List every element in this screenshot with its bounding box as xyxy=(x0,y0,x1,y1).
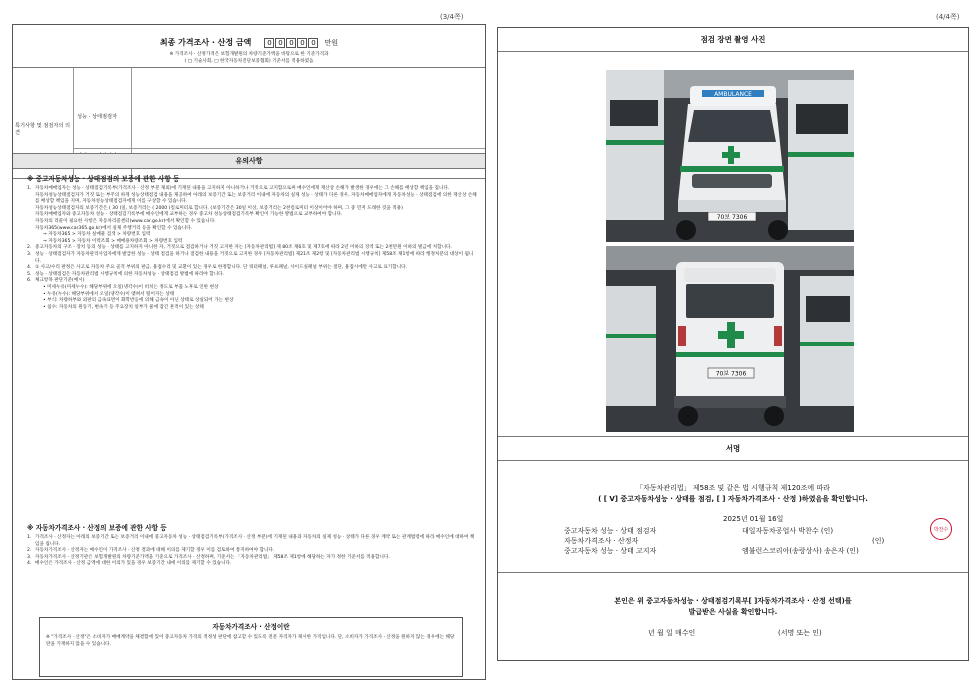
front-photo xyxy=(606,70,854,242)
page-3 xyxy=(12,24,486,680)
seal-stamp: 박찬수 xyxy=(930,518,952,540)
notice-item-text: 자동차성능상태점검자가 거짓 또는 부주의 하게 성능상태점검 내용을 제공하여 아래의 보증기간 또는 보증거리 이내에 자동차의 실제 성능 · 상태가 다른 경우, 자동차매매업자에게 자동차성능 · 상태점검에 의한 재산상 손해를 배상할 책임을 지며, 자동차성능상태점검자에게 이를 구상할 수 있습니다. xyxy=(35,192,477,205)
photo-section-title: 점검 장면 촬영 사진 xyxy=(498,28,968,52)
signer-role: 자동차가격조사 · 산정자 xyxy=(564,537,639,545)
notice-item-text: 가격조사 · 산정자는 아래의 보증기간 또는 보증거리 이내에 중고자동차 성능 · 상태점검기록부(가격조사 · 산정 부분)에 기재된 내용과 자동차의 실제 성능 · 상태가 다른 경우 계약 또는 관계법령에 따라 매수인에 대하여 책임을 집니다. xyxy=(35,535,475,547)
ambulance-rear-image xyxy=(606,246,854,432)
notice-item xyxy=(13,212,485,219)
notice-item-number: 6. xyxy=(27,278,32,284)
notice-item xyxy=(13,548,485,555)
section-1-title: ※ 중고자동차성능 · 상태점검의 보증에 관한 사항 등 xyxy=(27,175,180,183)
notice-header: 유의사항 xyxy=(13,153,485,169)
signer-name: 앰뷸런스코리아(송랑상사) 송은자 (인) xyxy=(742,547,859,555)
law-statement xyxy=(498,483,968,505)
law-line-1: 「자동차관리법」 제58조 및 같은 법 시행규칙 제120조에 따라 xyxy=(636,484,830,492)
notice-item-number: 3. xyxy=(27,554,32,560)
receipt-statement xyxy=(498,596,968,618)
signature-section-title: 서명 xyxy=(498,436,968,461)
notice-item xyxy=(13,535,485,548)
notice-item-number: 2. xyxy=(27,245,32,251)
special-notes-label: 특기사항 및 점검자의 의견 xyxy=(15,123,71,136)
ambulance-front-image xyxy=(606,70,854,242)
notice-item xyxy=(13,561,485,568)
price-note-2: ( □ 기술사회, □ 한국자동차진단보증협회) 기준서를 적용하였음 xyxy=(184,58,314,64)
final-price-header xyxy=(13,25,485,49)
signer-row xyxy=(564,546,924,556)
price-note-1: ※ 가격조사 · 산정가격은 보험개발원의 차량기준가액을 바탕으로 한 기준가격과 xyxy=(169,52,329,57)
receipt-line-2: 발급받은 사실을 확인합니다. xyxy=(688,608,778,616)
plate-rear: 70보 7306 xyxy=(715,370,747,378)
notice-item-text: 매수인은 가격조사 · 산정 금액에 대한 이의가 있을 경우 보증기간 내에 이의를 제기할 수 있습니다. xyxy=(35,561,232,567)
notice-item-number xyxy=(27,212,35,219)
notice-item-text: 성능 · 상태점검자가 자동차관리사업자에게 발급한 성능 · 상태 점검을 하거나 점검한 내용을 거짓으로 고지한 경우 [자동차관리법] 제21조 제2항 및 [자동차관리법 시행규칙] 제58조 제1항에 따라 행정처분의 대상이 됩니다. xyxy=(35,251,474,264)
page-number-left: (3/4쪽) xyxy=(440,13,464,21)
notice-item-number xyxy=(27,206,35,213)
amount-digit: 0 xyxy=(308,38,318,48)
notice-item-number xyxy=(27,193,35,206)
notice-section-1 xyxy=(13,170,485,311)
notice-item xyxy=(13,219,485,226)
notice-item-text: 성능 · 상태점검은 자동차관리법 시행규칙에 의한 자동차성능 · 상태점검 방법에 따라야 합니다. xyxy=(35,271,225,277)
section-1-list xyxy=(13,186,485,311)
notice-item-number: 1. xyxy=(27,186,32,191)
signer-row xyxy=(564,526,924,536)
receipt-sign-date: 년 월 일 매수인 xyxy=(648,629,696,637)
notice-item-text: 체크항목 판단기준(예시) xyxy=(35,278,85,284)
amount-digit: 0 xyxy=(297,38,307,48)
notice-item-number xyxy=(27,226,35,233)
price-definition-title: 자동차가격조사 · 산정이란 xyxy=(212,623,290,631)
page-4 xyxy=(497,27,969,661)
notice-item-number: 5. xyxy=(27,271,32,277)
condition-inspector-label: 성능 · 상태점검자 xyxy=(77,114,118,120)
notice-sub-item: → 자동차365 > 자동차 이력조회 > 매매용차량조회 > 차량번호 입력 xyxy=(43,238,183,244)
notice-item-text: 중고자동차의 구조 · 장치 등의 성능 · 상태를 고지하지 아니한 자, 거짓으로 점검하거나 거짓 고지한 자는 [자동차관리법] 제 80조 제6호 및 제7호에 따라 2년 이하의 징역 또는 2천만원 이하의 벌금에 처합니다. xyxy=(35,245,452,251)
price-definition-box xyxy=(39,617,463,677)
notice-sub-item: • 누유(누수): 해당부위에서 오일(냉각수)이 맺혀서 떨어지는 상태 xyxy=(43,291,175,297)
notice-item xyxy=(13,186,485,193)
receipt-sign-label: (서명 또는 인) xyxy=(778,629,822,637)
notice-item-number: 4. xyxy=(27,561,32,567)
sign-date: 2025년 01월 16일 xyxy=(723,515,784,523)
page-number-right: (4/4쪽) xyxy=(936,13,960,21)
signer-row xyxy=(564,536,924,546)
signer-role: 중고자동차 성능 · 상태 고지자 xyxy=(564,547,657,555)
amount-digit: 0 xyxy=(275,38,285,48)
signer-name: (인) xyxy=(872,537,885,545)
notice-item-text: 자동차가격조사 · 산정기관은 보험개발원의 차량기준가액을 기준으로 가격조사 · 산정하며, 기준서는 「자동차관리법」 제58조 제1항에 해당하는 자가 정한 기준서를 적용합니다. xyxy=(35,554,390,560)
ambulance-sign: AMBULANCE xyxy=(714,91,752,98)
notice-sub-item: • 부식: 차량하부와 외판의 금속표면이 화학반응에 의해 금속이 아닌 상태로 상실되어 가는 현상 xyxy=(43,298,234,304)
notice-item xyxy=(13,278,485,285)
notice-item-text: 자동차매매업자는 성능 · 상태점검기록부(가격조사 · 산정 부분 제외)에 기재된 내용을 고지하지 아니하거나 거짓으로 고지함으로써 매수인에게 재산상 손해가 발생한 경우에는 그 손해를 배상할 책임을 집니다. xyxy=(35,186,450,191)
section-2-list xyxy=(13,535,485,568)
amount-boxes xyxy=(264,30,324,49)
notice-item xyxy=(13,245,485,252)
notice-item xyxy=(13,265,485,272)
notice-section-2 xyxy=(13,519,485,568)
notice-item xyxy=(13,252,485,265)
notice-sub-item: • 침수: 자동차의 원동기, 변속기 등 주요장치 일부가 물에 잠긴 흔적이 있는 상태 xyxy=(43,304,204,310)
notice-item-text: 자동차의 리콜이 필요한 사항은 자동차리콜센터(www.car.go.kr)에서 확인할 수 있습니다. xyxy=(35,218,216,224)
amount-digit: 0 xyxy=(264,38,274,48)
notice-item-text: 자동차성능상태점검자의 보증기간은 ( 30 )일, 보증거리는 ( 2000 )킬로미터로 합니다. (보증기간은 30일 이상, 보증거리는 2천킬로미터 이상이어야 하며, 그 중 먼저 도래한 것을 적용) xyxy=(35,205,403,211)
receipt-line-1: 본인은 위 중고자동차성능 · 상태점검기록부[ ]자동차가격조사 · 산정 선택)를 xyxy=(614,597,852,605)
notice-sub-item: • 미세누유(미세누수): 해당부위에 오일(냉각수)이 비치는 정도로 부품 노후로 인한 현상 xyxy=(43,284,219,290)
amount-unit: 만원 xyxy=(324,39,339,47)
signer-role: 중고자동차 성능 · 상태 점검자 xyxy=(564,527,657,535)
notice-item xyxy=(13,193,485,206)
price-definition-text: ※ "가격조사 · 산정"은 소비자가 매매계약을 체결함에 있어 중고자동차 가격의 적정성 판단에 참고할 수 있도록 전문 자격자가 제시한 가격입니다. 단, 소비자가 가격조사 · 산정을 원하지 않는 경우에는 해당 란을 기재하지 않을 수 있습니다. xyxy=(46,635,455,647)
notice-item-number: 3. xyxy=(27,251,32,257)
notice-item-text: 자동차365(www.car365.go.kr)에서 실제 주행거리 등을 확인할 수 있습니다. xyxy=(35,225,193,231)
final-price-title: 최종 가격조사 · 산정 금액 xyxy=(159,38,252,47)
law-line-2: ( [ V] 중고자동차성능 · 상태를 점검, [ ] 자동차가격조사 · 산정 )하였음을 확인합니다. xyxy=(598,495,868,503)
signers xyxy=(564,526,924,556)
notice-item-number: 1. xyxy=(27,535,32,540)
notice-item-text: 자동차매매업자와 중고자동차 성능 · 상태점검기록부에 매수인에게 교부하는 경우 중고차 성능상태점검기록부 확인이 가능한 방법으로 교부하여야 합니다. xyxy=(35,212,343,218)
notice-item-text: 자동차가격조사 · 산정자는 매수인이 가격조사 · 산정 결과에 대해 이의를 제기할 경우 이를 검토하여 통지하여야 합니다. xyxy=(35,548,275,554)
rear-photo xyxy=(606,246,854,432)
amount-digit: 0 xyxy=(286,38,296,48)
notice-sub-item: → 자동차365 > 자동차 실매물 검색 > 차량번호 입력 xyxy=(43,232,151,238)
signer-name: 대일자동차공업사 박찬수 (인) xyxy=(742,527,834,535)
notice-item-text: ① 사고/수리 판정은 사고로 자동차 주요 골격 부위의 판금, 용접수리 및 교환이 있는 경우로 한정합니다. 단 쿼터패널, 루프패널, 사이드실패널 부위는 절단, 용접시에만 사고로 표기합니다. xyxy=(35,265,407,271)
section-2-title: ※ 자동차가격조사 · 산정의 보증에 관한 사항 등 xyxy=(27,524,167,532)
notice-item-number: 4. xyxy=(27,265,32,271)
notice-item-number: 2. xyxy=(27,548,32,554)
notice-item-number xyxy=(27,219,35,226)
plate-front: 70보 7306 xyxy=(716,214,748,221)
